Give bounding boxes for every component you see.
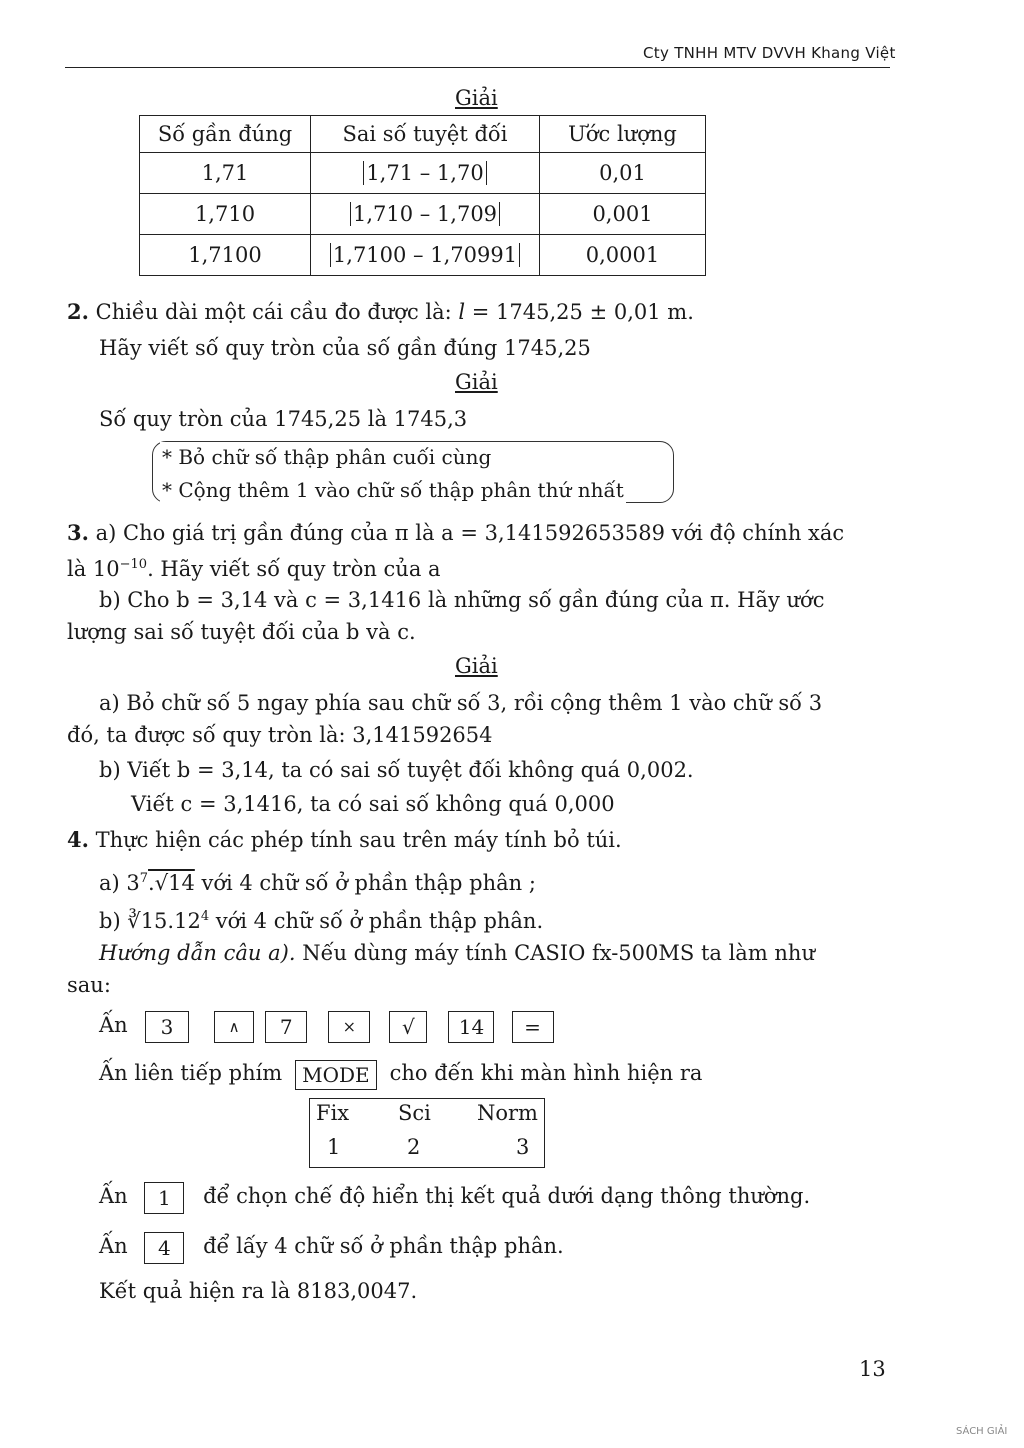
problem-number: 2. (67, 299, 89, 324)
sqrt-expression: .√14 (148, 871, 195, 895)
text: a) Cho giá trị gần đúng của π là a = 3,141592653589 với độ chính xác (95, 521, 845, 545)
table-cell (311, 194, 540, 235)
abs-value: 1,7100 – 1,70991 (330, 243, 520, 267)
press-1-line (99, 1181, 810, 1214)
table-cell: 0,01 (540, 153, 706, 194)
text: a) 3 (99, 871, 140, 895)
text: để lấy 4 chữ số ở phần thập phân. (203, 1234, 564, 1258)
publisher-header: Cty TNHH MTV DVVH Khang Việt (643, 44, 896, 62)
mode-key: MODE (295, 1060, 377, 1090)
problem-2-line2: Hãy viết số quy tròn của số gần đúng 1745,25 (99, 336, 591, 360)
solution-label: Giải (455, 370, 498, 394)
guide-label: Hướng dẫn câu a). (99, 941, 296, 965)
key-sequence (145, 1011, 554, 1043)
problem-3-sol-a2: đó, ta được số quy tròn là: 3,141592654 (67, 723, 493, 747)
problem-3-a-line2 (67, 550, 441, 584)
problem-3-a-line1 (67, 518, 844, 548)
problem-number: 4. (67, 827, 89, 852)
table-row (140, 194, 706, 235)
calc-key: 4 (144, 1232, 184, 1264)
table-cell: 0,0001 (540, 235, 706, 276)
abs-value: 1,71 – 1,70 (363, 161, 486, 185)
text: là 10 (67, 557, 120, 581)
table-cell (311, 153, 540, 194)
table-header: Ước lượng (540, 116, 706, 153)
table-cell: 1,7100 (140, 235, 311, 276)
problem-number: 3. (67, 520, 89, 545)
table-cell (311, 235, 540, 276)
result-line: Kết quả hiện ra là 8183,0047. (99, 1279, 418, 1303)
table-header: Sai số tuyệt đối (311, 116, 540, 153)
mode-number: 3 (516, 1135, 530, 1159)
text: Nếu dùng máy tính CASIO fx-500MS ta làm như (295, 941, 815, 965)
abs-value: 1,710 – 1,709 (350, 202, 500, 226)
cube-root-expression: b) ∛15.12 (99, 909, 201, 933)
text: Chiều dài một cái cầu đo được là: (95, 300, 459, 324)
text: với 4 chữ số ở phần thập phân. (209, 909, 544, 933)
calc-key: 1 (144, 1182, 184, 1214)
exponent: −10 (119, 557, 148, 572)
press-label: Ấn (99, 1013, 128, 1037)
footer-logo: SÁCH GIẢI (956, 1426, 1008, 1437)
text: với 4 chữ số ở phần thập phân ; (194, 871, 536, 895)
table-cell: 1,71 (140, 153, 311, 194)
text: cho đến khi màn hình hiện ra (389, 1061, 703, 1085)
mode-label: Norm (477, 1101, 538, 1125)
header-rule (65, 67, 890, 68)
text: để chọn chế độ hiển thị kết quả dưới dạng thông thường. (203, 1184, 811, 1208)
problem-4-b (99, 902, 543, 936)
problem-3-sol-b1: b) Viết b = 3,14, ta có sai số tuyệt đối không quá 0,002. (99, 758, 694, 782)
problem-4-guide-line2: sau: (67, 973, 111, 997)
text: Ấn liên tiếp phím (99, 1061, 283, 1085)
exponent: 4 (200, 909, 210, 924)
press-label: Ấn (99, 1234, 128, 1258)
text: = 1745,25 ± 0,01 m. (465, 300, 694, 324)
problem-2-line1 (67, 297, 694, 327)
mode-screen (309, 1098, 545, 1168)
calc-key: 7 (265, 1011, 307, 1043)
exponent: 7 (139, 871, 149, 886)
press-4-line (99, 1231, 564, 1264)
calc-key: = (512, 1011, 554, 1043)
mode-number: 2 (407, 1135, 421, 1159)
solution-label: Giải (455, 654, 498, 678)
table-cell: 0,001 (540, 194, 706, 235)
problem-3-sol-a1: a) Bỏ chữ số 5 ngay phía sau chữ số 3, rồi cộng thêm 1 vào chữ số 3 (99, 691, 823, 715)
mode-label: Sci (398, 1101, 431, 1125)
calc-key: 14 (448, 1011, 494, 1043)
text: Thực hiện các phép tính sau trên máy tính bỏ túi. (95, 828, 622, 852)
calc-key: √ (389, 1011, 427, 1043)
mode-number: 1 (327, 1135, 341, 1159)
calc-key: × (328, 1011, 370, 1043)
note-2: * Cộng thêm 1 vào chữ số thập phân thứ nhất (160, 475, 626, 505)
problem-3-b-line1: b) Cho b = 3,14 và c = 3,1416 là những số gần đúng của π. Hãy ước (99, 588, 825, 612)
table-row (140, 235, 706, 276)
press-label: Ấn (99, 1184, 128, 1208)
mode-label: Fix (316, 1101, 350, 1125)
problem-4-a (99, 864, 536, 898)
mode-line (99, 1058, 702, 1090)
table-header-row (140, 116, 706, 153)
problem-4-guide-line1 (99, 938, 815, 968)
approximation-table (139, 115, 706, 276)
calc-key: ∧ (214, 1011, 254, 1043)
note-1: * Bỏ chữ số thập phân cuối cùng (160, 442, 493, 472)
table-cell: 1,710 (140, 194, 311, 235)
table-row (140, 153, 706, 194)
problem-2-solution: Số quy tròn của 1745,25 là 1745,3 (99, 407, 468, 431)
problem-3-b-line2: lượng sai số tuyệt đối của b và c. (67, 620, 416, 644)
table-header: Số gần đúng (140, 116, 311, 153)
page-number: 13 (859, 1357, 886, 1381)
solution-label: Giải (455, 86, 498, 110)
calc-key: 3 (145, 1011, 189, 1043)
variable: l (458, 300, 466, 324)
text: . Hãy viết số quy tròn của a (147, 557, 441, 581)
problem-4-intro (67, 825, 622, 855)
problem-3-sol-b2: Viết c = 3,1416, ta có sai số không quá 0,000 (131, 792, 615, 816)
